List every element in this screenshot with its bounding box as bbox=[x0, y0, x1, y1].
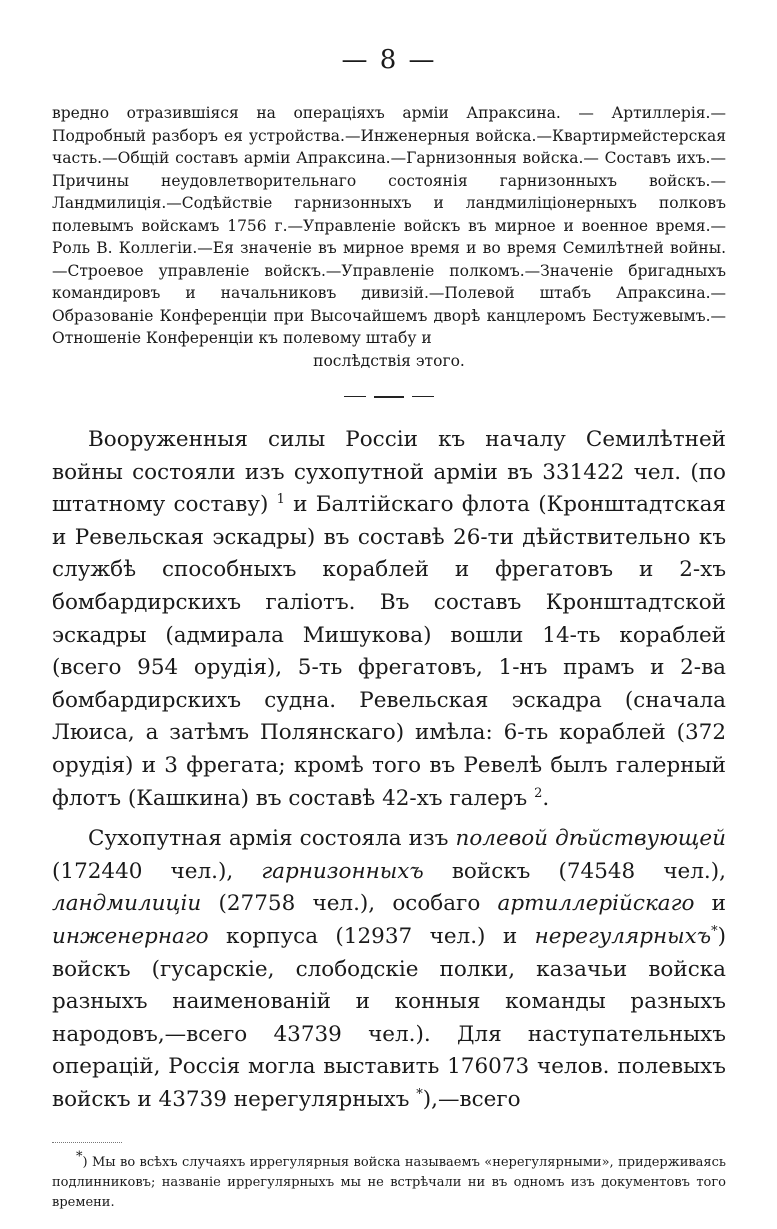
footnote bbox=[52, 1150, 726, 1213]
footnote-ref-star-2: * bbox=[416, 1086, 423, 1102]
summary-text: вредно отразившіяся на операціяхъ арміи Апраксина. — Артиллерія.— Подробный разборъ ея устройства.—Инженерныя войска.—Квартирмейстерская часть.—Общій составъ арміи Апраксина.—Гарнизонныя войска.— Составъ ихъ.—Причины неудовлетворительнаго состоянія гарнизонныхъ войскъ.—Ландмилиція.—Содѣйствіе гарнизонныхъ и ландмиліціонерныхъ полковъ полевымъ войскамъ 1756 г.—Управленіе войскъ въ мирное и военное время.—Роль В. Коллегіи.—Ея значеніе въ мирное время и во время Семилѣтней войны.—Строевое управленіе войскъ.—Управленіе полкомъ.—Значеніе бригадныхъ командировъ и начальниковъ дивизій.—Полевой штабъ Апраксина.—Образованіе Конференціи при Высочайшемъ дворѣ канцлеромъ Бестужевымъ.—Отношеніе Конференціи къ полевому штабу и bbox=[52, 104, 726, 347]
chapter-summary bbox=[52, 102, 726, 372]
paragraph-armed-forces bbox=[52, 424, 726, 815]
footnote-text: ) Мы во всѣхъ случаяхъ иррегулярныя войска называемъ «нерегулярными», придерживаясь подлинниковъ; названіе иррегулярныхъ мы не встрѣчали ни въ одномъ изъ документовъ того времени. bbox=[52, 1155, 726, 1211]
main-text bbox=[52, 424, 726, 1116]
p2-t4: (27758 чел.), особаго bbox=[201, 891, 498, 917]
divider-rule-right bbox=[412, 396, 434, 397]
summary-last-line: послѣдствія этого. bbox=[313, 351, 465, 370]
divider-rule-left bbox=[344, 396, 366, 397]
p2-em-irregular: нерегулярныхъ bbox=[534, 923, 712, 949]
p2-t2: (172440 чел.), bbox=[52, 858, 262, 884]
footnote-marker: * bbox=[76, 1150, 83, 1166]
paragraph-land-army bbox=[52, 823, 726, 1116]
footnote-ref-1: 1 bbox=[276, 492, 285, 508]
divider-rule-center bbox=[374, 396, 404, 398]
p2-t8: ),—всего bbox=[422, 1086, 521, 1112]
p2-t5: и bbox=[694, 891, 726, 917]
page-number: — 8 — bbox=[341, 45, 437, 75]
footnote-separator bbox=[52, 1142, 122, 1143]
p2-em-artillery: артиллерійскаго bbox=[497, 891, 695, 917]
p2-t1: Сухопутная армія состояла изъ bbox=[88, 826, 456, 852]
p2-em-garrison: гарнизонныхъ bbox=[261, 858, 424, 884]
footnote-ref-star-1: * bbox=[711, 923, 718, 939]
document-page bbox=[52, 40, 726, 1213]
p2-t7: ) войскъ (гусарскіе, слободскіе полки, казачьи войска разныхъ наименованій и конныя команды разныхъ народовъ,—всего 43739 чел.). Для наступательныхъ операцій, Россія могла выставить 176073 челов. полевыхъ войскъ и 43739 нерегулярныхъ bbox=[52, 923, 726, 1112]
paragraph1-text-b: и Балтійскаго флота (Кронштадтская и Ревельская эскадры) въ составѣ 26-ти дѣйствительно къ службѣ способныхъ кораблей и фрегатовъ и 2-хъ бомбардирскихъ галіотъ. Въ составъ Кронштадтской эскадры (адмирала Мишукова) вошли 14-ть кораблей (всего 954 орудія), 5-ть фрегатовъ, 1-нъ прамъ и 2-ва бомбардирскихъ судна. Ревельская эскадра (сначала Люиса, а затѣмъ Полянскаго) имѣла: 6-ть кораблей (372 орудія) и 3 фрегата; кромѣ того въ Ревелѣ былъ галерный флотъ (Кашкина) въ составѣ 42-хъ галеръ bbox=[52, 492, 726, 811]
p2-t3: войскъ (74548 чел.), bbox=[423, 858, 726, 884]
p2-t6: корпуса (12937 чел.) и bbox=[208, 923, 535, 949]
paragraph1-text-c: . bbox=[542, 785, 550, 811]
p2-em-landmilitia: ландмилиціи bbox=[52, 891, 202, 917]
section-divider bbox=[52, 386, 726, 396]
p2-em-field-army: полевой дѣйствующей bbox=[455, 826, 726, 852]
paragraph1-text-a: Вооруженныя силы Россіи къ началу Семилѣтней войны состояли изъ сухопутной арміи въ 331422 чел. (по штатному составу) bbox=[52, 427, 726, 518]
p2-em-engineer: инженернаго bbox=[52, 923, 209, 949]
footnote-ref-2: 2 bbox=[534, 785, 543, 801]
